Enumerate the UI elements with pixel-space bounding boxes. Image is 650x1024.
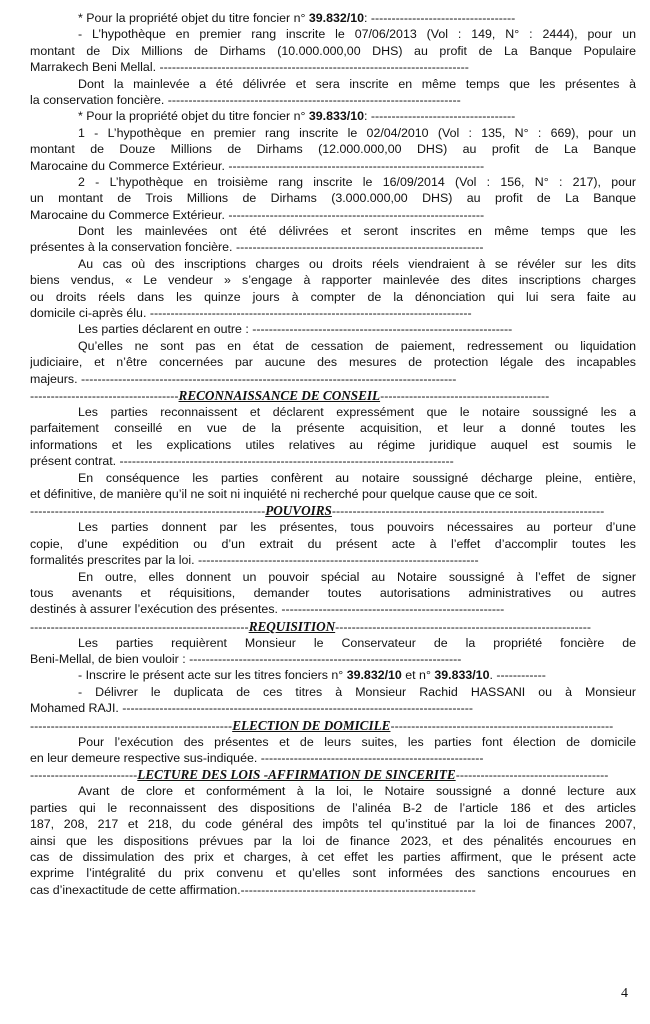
text-segment: montant de Douze Millions de Dirhams (12.000.000,00 DHS) au profit de La Banque (30, 142, 636, 157)
text-segment: * Pour la propriété objet du titre foncier n° (78, 11, 309, 25)
section-heading-line (30, 717, 636, 734)
text-segment: biens vendus, « Le vendeur » s’engage à rapporter mainlevée des dites inscriptions charges (30, 273, 636, 288)
text-segment: * Pour la propriété objet du titre foncier n° (78, 109, 309, 124)
text-segment: . ------------ (489, 668, 546, 683)
section-heading: ELECTION DE DOMICILE (232, 717, 391, 733)
text-line (30, 321, 636, 337)
text-segment: : ----------------------------------- (364, 109, 516, 124)
text-line (30, 158, 636, 174)
text-line (30, 651, 636, 667)
text-segment: Avant de clore et conformément à la loi, le Notaire soussigné a donné lecture aux (78, 784, 636, 799)
text-segment: Les parties donnent par les présentes, tous pouvoirs nécessaires au porteur d’une (78, 520, 636, 535)
text-line (30, 272, 636, 288)
text-line (30, 833, 636, 849)
text-segment: Au cas où des inscriptions charges ou droits réels viendraient à se révéler sur les dits (78, 256, 636, 271)
text-segment: Dont les mainlevées ont été délivrées et seront inscrites en même temps que les (78, 224, 636, 239)
section-heading: LECTURE DES LOIS -AFFIRMATION DE SINCERITE (137, 767, 456, 783)
heading-rule-left: ------------------------------------ (30, 388, 179, 403)
text-segment: parfaitement conseillé en vue de la présente acquisition, et leur a donné toutes les (30, 421, 636, 436)
text-segment: destinés à assurer l’exécution des présentes. ------------------------------------------------------ (30, 602, 505, 617)
text-segment: - L’hypothèque en premier rang inscrite le 07/06/2013 (Vol : 149, N° : 2444), pour un (78, 27, 636, 42)
text-segment: - Inscrire le présent acte sur les titres fonciers n° (78, 668, 347, 683)
text-segment: un montant de Trois Millions de Dirhams (3.000.000,00 DHS) au profit de La Banque (30, 191, 636, 206)
text-segment: judiciaire, et n’être concernées par aucune des mesures de protection légale des incapables (30, 355, 636, 370)
text-line (30, 635, 636, 651)
text-line (30, 404, 636, 420)
text-line (30, 125, 636, 141)
text-line (30, 256, 636, 272)
text-line (30, 585, 636, 601)
text-segment: En outre, elles donnent un pouvoir spécial au Notaire soussigné à l’effet de signer (78, 569, 636, 584)
text-segment: cas d’inexactitude de cette affirmation.--------------------------------------------------------- (30, 882, 476, 897)
text-segment: Les parties déclarent en outre : --------------------------------------------------------------- (78, 322, 513, 337)
heading-rule-right: ------------------------------------------------------ (390, 718, 614, 733)
text-line (30, 816, 636, 832)
text-line (30, 569, 636, 585)
text-segment: Mohamed RAJI. ------------------------------------------------------------------------------------- (30, 701, 474, 716)
text-segment: en leur demeure respective sus-indiquée. ------------------------------------------------------ (30, 751, 484, 766)
text-line (30, 371, 636, 387)
section-heading-line (30, 502, 636, 519)
text-line (30, 26, 636, 42)
text-line (30, 174, 636, 190)
text-line (30, 470, 636, 486)
text-segment: majeurs. ------------------------------------------------------------------------------------------- (30, 371, 457, 386)
text-segment: ou droits réels dans les quinze jours à compter de la dénonciation qui lui sera faite au (30, 289, 636, 304)
text-line (30, 59, 636, 75)
text-segment: tous avenants et réquisitions, demander toutes autorisations administratives ou autres (30, 585, 636, 600)
text-line (30, 486, 636, 502)
text-segment: Les parties reconnaissent et déclarent expressément que le notaire soussigné les a (78, 404, 636, 419)
title-number: 39.833/10 (308, 109, 364, 124)
section-heading-line (30, 387, 636, 404)
title-number: 39.832/10 (346, 668, 402, 683)
section-heading-line (30, 766, 636, 783)
section-heading-line (30, 618, 636, 635)
text-line (30, 865, 636, 881)
text-segment: 1 - L’hypothèque en premier rang inscrite le 02/04/2010 (Vol : 135, N° : 669), pour un (78, 125, 636, 140)
text-segment: ainsi que les dispositions prévues par la loi de finance 2023, et des pénalités encourues en (30, 833, 636, 848)
text-segment: présent contrat. --------------------------------------------------------------------------------- (30, 454, 454, 469)
text-segment: formalités prescrites par la loi. -------------------------------------------------------------------- (30, 553, 479, 568)
text-line (30, 667, 636, 683)
text-segment: Qu’elles ne sont pas en état de cessation de paiement, redressement ou liquidation (78, 338, 636, 353)
title-number: 39.832/10 (308, 11, 364, 25)
heading-rule-left: -------------------------- (30, 768, 138, 783)
text-segment: parties qui le reconnaissent des dispositions de l’alinéa B-2 de l’article 186 et des articles (30, 800, 636, 815)
text-line (30, 601, 636, 617)
text-segment: Les parties requièrent Monsieur le Conservateur de la propriété foncière de (78, 635, 636, 650)
text-segment: domicile ci-après élu. ------------------------------------------------------------------------------ (30, 306, 472, 321)
text-line (30, 734, 636, 750)
section-heading: POUVOIRS (265, 503, 332, 519)
text-line (30, 141, 636, 157)
text-segment: et n° (401, 668, 435, 683)
heading-rule-left: --------------------------------------------------------- (30, 504, 266, 519)
text-segment: Pour l’exécution des présentes et de leurs suites, les parties font élection de domicile (78, 734, 636, 749)
text-segment: 2 - L’hypothèque en troisième rang inscrite le 16/09/2014 (Vol : 156, N° : 217), pour (78, 174, 636, 189)
page-number: 4 (621, 986, 628, 1001)
text-segment: En conséquence les parties confèrent au notaire soussigné décharge pleine, entière, (78, 470, 636, 485)
text-segment: exprime l’intégralité du prix convenu et qu’elles sont informées des sanctions encourues en (30, 866, 636, 881)
text-line (30, 239, 636, 255)
text-segment: : ----------------------------------- (364, 11, 516, 25)
text-line (30, 849, 636, 865)
text-line (30, 76, 636, 92)
text-line (30, 289, 636, 305)
heading-rule-right: ------------------------------------------------------------------ (331, 504, 605, 519)
section-heading: REQUISITION (248, 618, 336, 634)
text-line (30, 354, 636, 370)
text-line (30, 800, 636, 816)
text-line (30, 453, 636, 469)
text-segment: - Délivrer le duplicata de ces titres à Monsieur Rachid HASSANI ou à Monsieur (78, 684, 636, 699)
heading-rule-left: ------------------------------------------------- (30, 718, 233, 733)
text-segment: cas de dissimulation des prix et charges, à cet effet les parties affirment, que le présent acte (30, 849, 636, 864)
text-line (30, 10, 636, 26)
text-line (30, 190, 636, 206)
text-line (30, 684, 636, 700)
text-line (30, 338, 636, 354)
text-line (30, 305, 636, 321)
heading-rule-right: ------------------------------------- (455, 768, 609, 783)
text-segment: la conservation foncière. ----------------------------------------------------------------------- (30, 92, 461, 107)
section-heading: RECONNAISSANCE DE CONSEIL (178, 387, 381, 403)
text-line (30, 437, 636, 453)
text-segment: présentes à la conservation foncière. ------------------------------------------------------------ (30, 240, 484, 255)
text-line (30, 882, 636, 898)
text-line (30, 92, 636, 108)
text-line (30, 700, 636, 716)
text-line (30, 750, 636, 766)
text-segment: Marocaine du Commerce Extérieur. -------------------------------------------------------------- (30, 207, 485, 222)
text-line (30, 536, 636, 552)
text-line (30, 43, 636, 59)
title-number: 39.833/10 (434, 668, 490, 683)
heading-rule-right: ----------------------------------------- (380, 388, 550, 403)
text-segment: informations et les explications utiles relatives au régime juridique auquel est soumis le (30, 437, 636, 452)
heading-rule-right: -------------------------------------------------------------- (335, 619, 591, 634)
text-segment: Marrakech Beni Mellal. --------------------------------------------------------------------------- (30, 60, 469, 75)
text-segment: Dont la mainlevée a été délivrée et sera inscrite en même temps que les présentes à (78, 76, 636, 91)
text-line (30, 223, 636, 239)
text-line (30, 552, 636, 568)
text-line (30, 783, 636, 799)
text-line (30, 420, 636, 436)
text-segment: Marocaine du Commerce Extérieur. -------------------------------------------------------------- (30, 158, 485, 173)
text-segment: copie, d’une expédition ou d’un extrait du présent acte à l’effet d’accomplir toutes les (30, 536, 636, 551)
text-line (30, 108, 636, 124)
text-segment: montant de Dix Millions de Dirhams (10.000.000,00 DHS) au profit de La Banque Populaire (30, 43, 636, 58)
text-segment: Beni-Mellal, de bien vouloir : ------------------------------------------------------------------ (30, 652, 462, 667)
text-line (30, 519, 636, 535)
text-segment: 187, 208, 217 et 218, du code général des impôts tel qu’institué par la loi de finances 2007, (30, 817, 636, 832)
heading-rule-left: ----------------------------------------------------- (30, 619, 249, 634)
document-body (30, 10, 636, 898)
text-line (30, 207, 636, 223)
text-segment: et définitive, de manière qu’il ne soit ni inquiété ni recherché pour quelque cause que ce soit. (30, 486, 538, 501)
